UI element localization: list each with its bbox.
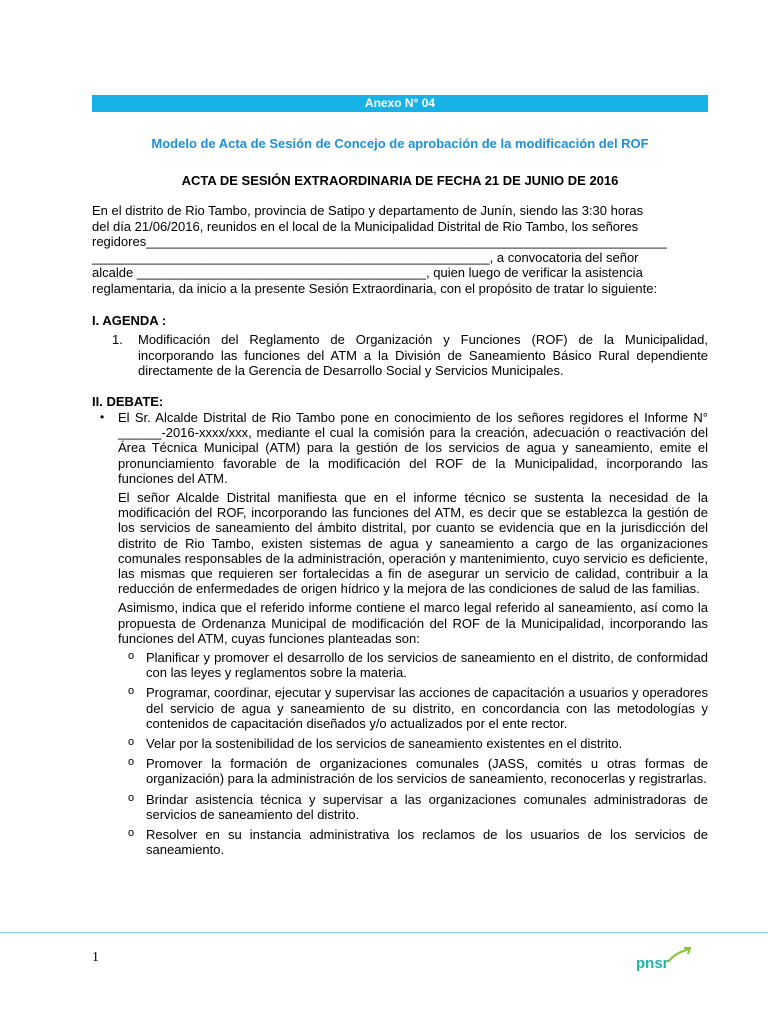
circle-bullet-icon: o xyxy=(128,685,135,698)
footer-divider xyxy=(0,932,768,933)
function-text: Brindar asistencia técnica y supervisar a las organizaciones comunales administradoras de servicios de saneamiento del distrito. xyxy=(146,791,708,822)
function-item xyxy=(118,685,708,731)
intro-paragraph xyxy=(92,203,708,296)
intro-line: alcalde ________________________________________, quien luego de verificar la asistencia xyxy=(92,265,643,280)
circle-bullet-icon: o xyxy=(128,650,135,663)
circle-bullet-icon: o xyxy=(128,756,135,769)
function-item xyxy=(118,756,708,786)
acta-title: ACTA DE SESIÓN EXTRAORDINARIA DE FECHA 21 DE JUNIO DE 2016 xyxy=(181,173,619,188)
function-text: Resolver en su instancia administrativa los reclamos de los usuarios de los servicios de saneamiento. xyxy=(146,827,708,858)
function-item xyxy=(118,827,708,857)
debate-body xyxy=(118,410,708,857)
debate-paragraph: Asimismo, indica que el referido informe contiene el marco legal referido al saneamiento, así como la propuesta de Ordenanza Municipal de modificación del ROF de la Municipalidad, incorporando las funciones del ATM, cuyas funciones planteadas son: xyxy=(118,600,708,646)
model-title: Modelo de Acta de Sesión de Concejo de aprobación de la modificación del ROF xyxy=(151,136,649,151)
intro-line: En el distrito de Rio Tambo, provincia de Satipo y departamento de Junín, siendo las 3:30 horas xyxy=(92,203,644,218)
intro-line: del día 21/06/2016, reunidos en el local de la Municipalidad Distrital de Rio Tambo, los señores xyxy=(92,218,639,234)
agenda-heading: I. AGENDA : xyxy=(92,313,167,328)
annex-header-bar: Anexo N° 04 xyxy=(92,95,708,112)
bullet-icon: • xyxy=(100,410,105,424)
functions-list xyxy=(118,650,708,857)
logo-swoosh xyxy=(668,949,689,962)
function-text: Planificar y promover el desarrollo de los servicios de saneamiento en el distrito, de conformidad con las leyes y reglamentos sobre la materia. xyxy=(146,650,708,681)
circle-bullet-icon: o xyxy=(128,827,135,840)
page-number: 1 xyxy=(92,950,99,965)
function-item xyxy=(118,650,708,680)
intro-line: _______________________________________________________, a convocatoria del señor xyxy=(92,249,639,265)
logo-text: pnsr xyxy=(636,955,669,972)
circle-bullet-icon: o xyxy=(128,791,135,804)
circle-bullet-icon: o xyxy=(128,736,135,749)
debate-paragraph: El señor Alcalde Distrital manifiesta que en el informe técnico se sustenta la necesidad de la modificación del ROF, incorporando las funciones del ATM, es decir que se establezca la gestión de los servicios de saneamiento del ámbito distrital, por cuanto se evidencia que en la jurisdicción del distrito de Rio Tambo, existen sistemas de agua y saneamiento a cargo de las organizaciones comunales responsables de la administración, operación y mantenimiento, cuyo servicio es deficiente, las mismas que requieren ser fortalecidas a fin de asegurar un servicio de calidad, contribuir a la reducción de enfermedades de origen hídrico y la mejora de las condiciones de salud de las familias. xyxy=(118,490,708,597)
intro-line: regidores________________________________________________________________________ xyxy=(92,234,667,249)
debate-heading: II. DEBATE: xyxy=(92,394,164,409)
agenda-item xyxy=(112,332,708,379)
debate-paragraph: El Sr. Alcalde Distrital de Rio Tambo pone en conocimiento de los señores regidores el Informe N° ______-2016-xxxx/xxx, mediante el cual la comisión para la creación, adecuación o reactivación del Área Técnica Municipal (ATM) para la gestión de los servicios de agua y saneamiento, emite el pronunciamiento favorable de la modificación del ROF de la Municipalidad, incorporando las funciones del ATM. xyxy=(118,410,708,486)
function-text: Programar, coordinar, ejecutar y supervisar las acciones de capacitación a usuarios y operadores del servicio de agua y saneamiento de su distrito, en concordancia con las metodologías y contenidos de capacitación diseñados y/o actualizados por el ente rector. xyxy=(146,685,708,731)
agenda-item-number: 1. xyxy=(112,332,123,347)
debate-section xyxy=(92,410,708,862)
function-text: Promover la formación de organizaciones comunales (JASS, comités u otras formas de organización) para la administración de los servicios de saneamiento, reconocerlas y registrarlas. xyxy=(146,756,708,787)
function-item xyxy=(118,736,708,751)
function-item xyxy=(118,792,708,822)
function-text: Velar por la sostenibilidad de los servicios de saneamiento existentes en el distrito. xyxy=(146,736,623,752)
agenda-item-text: Modificación del Reglamento de Organización y Funciones (ROF) de la Municipalidad, incorporando las funciones del ATM a la División de Saneamiento Básico Rural dependiente directamente de la Gerencia de Desarrollo Social y Servicios Municipales. xyxy=(138,332,708,378)
pnsr-logo-icon xyxy=(634,946,694,976)
intro-line: reglamentaria, da inicio a la presente Sesión Extraordinaria, con el propósito de tratar lo siguiente: xyxy=(92,280,658,296)
